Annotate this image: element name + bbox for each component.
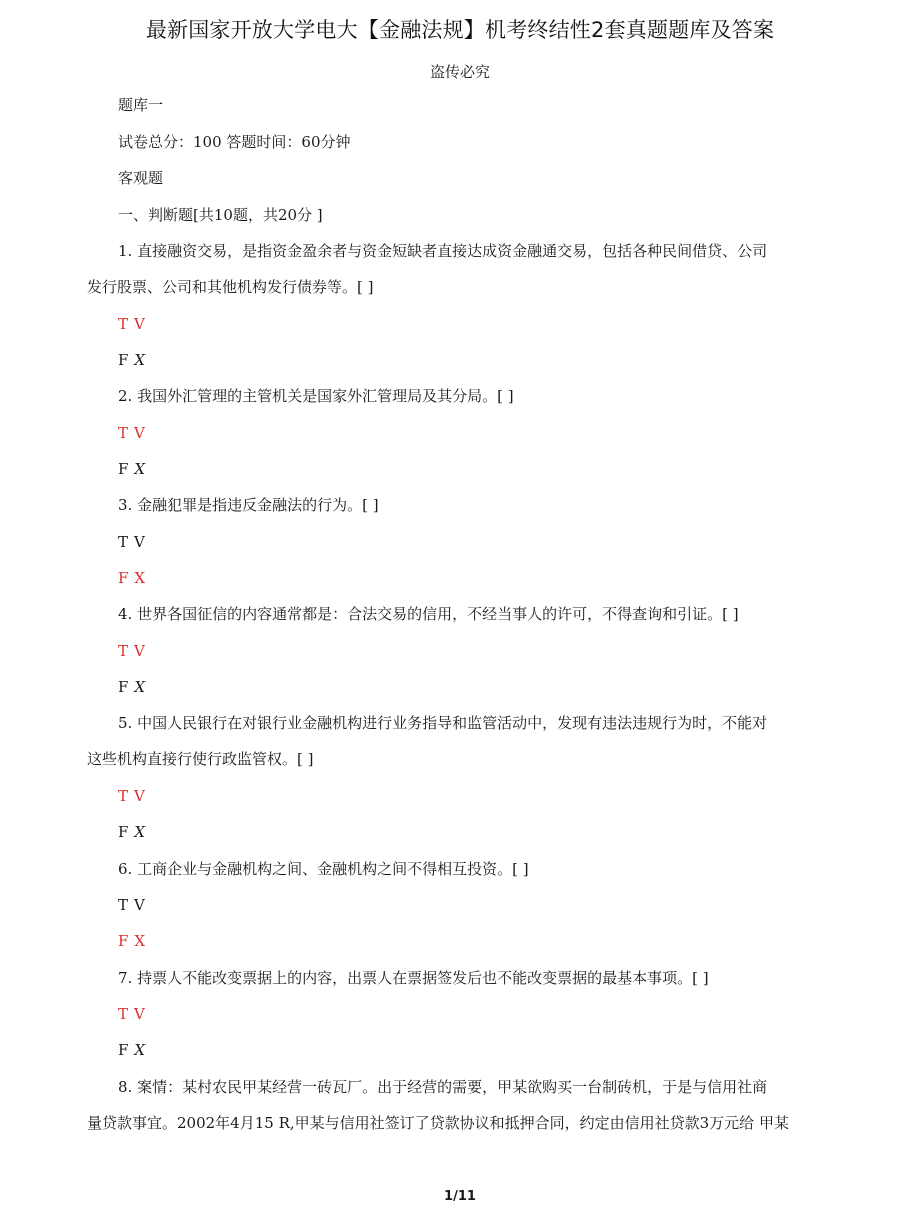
check-mark: V bbox=[134, 424, 145, 442]
option-letter: F bbox=[118, 569, 129, 587]
cross-mark: X bbox=[134, 569, 146, 587]
option-letter: F bbox=[118, 1041, 129, 1059]
cross-mark: X bbox=[134, 460, 146, 478]
option-false bbox=[118, 459, 145, 479]
question-2-line-1: 2. 我国外汇管理的主管机关是国家外汇管理局及其分局。[ ] bbox=[118, 387, 514, 405]
question-1-line-2: 发行股票、公司和其他机构发行债券等。[ ] bbox=[87, 278, 374, 296]
page-number: 1/11 bbox=[444, 1189, 476, 1204]
option-false bbox=[118, 568, 145, 588]
cross-mark: X bbox=[134, 351, 146, 369]
question-7-line-1: 7. 持票人不能改变票据上的内容，出票人在票据签发后也不能改变票据的最基本事项。[ ] bbox=[118, 969, 709, 987]
option-false bbox=[118, 1040, 145, 1060]
option-letter: T bbox=[118, 787, 129, 805]
option-false bbox=[118, 350, 145, 370]
page-subtitle: 盗传必究 bbox=[429, 63, 490, 81]
option-letter: F bbox=[118, 460, 129, 478]
check-mark: V bbox=[134, 533, 145, 551]
option-letter: F bbox=[118, 351, 129, 369]
check-mark: V bbox=[134, 787, 145, 805]
option-true bbox=[118, 314, 145, 334]
category-label: 客观题 bbox=[118, 169, 164, 187]
question-bank-label: 题库一 bbox=[118, 96, 164, 114]
option-letter: T bbox=[118, 896, 129, 914]
check-mark: V bbox=[134, 896, 145, 914]
option-letter: F bbox=[118, 823, 129, 841]
check-mark: V bbox=[134, 642, 145, 660]
option-letter: T bbox=[118, 315, 129, 333]
option-false bbox=[118, 822, 145, 842]
option-letter: T bbox=[118, 533, 129, 551]
option-letter: F bbox=[118, 932, 129, 950]
question-8-line-2: 量贷款事宜。2002年4月15 R,甲某与信用社签订了贷款协议和抵押合同，约定由信用社贷款3万元给 甲某 bbox=[87, 1114, 789, 1132]
question-4-line-1: 4. 世界各国征信的内容通常都是：合法交易的信用，不经当事人的许可，不得查询和引证。[ ] bbox=[118, 605, 739, 623]
question-1-line-1: 1. 直接融资交易，是指资金盈余者与资金短缺者直接达成资金融通交易，包括各种民间借贷、公司 bbox=[118, 242, 768, 260]
section-heading: 一、判断题[共10题，共20分 ] bbox=[118, 206, 323, 224]
check-mark: V bbox=[134, 315, 145, 333]
question-3-line-1: 3. 金融犯罪是指违反金融法的行为。[ ] bbox=[118, 496, 379, 514]
cross-mark: X bbox=[134, 1041, 146, 1059]
question-5-line-2: 这些机构直接行使行政监管权。[ ] bbox=[87, 750, 314, 768]
option-letter: T bbox=[118, 642, 129, 660]
option-true bbox=[118, 1004, 145, 1024]
option-letter: T bbox=[118, 424, 129, 442]
cross-mark: X bbox=[134, 932, 146, 950]
option-true bbox=[118, 641, 145, 661]
option-true bbox=[118, 423, 145, 443]
question-6-line-1: 6. 工商企业与金融机构之间、金融机构之间不得相互投资。[ ] bbox=[118, 860, 529, 878]
option-true bbox=[118, 786, 145, 806]
option-letter: T bbox=[118, 1005, 129, 1023]
page-title: 最新国家开放大学电大【金融法规】机考终结性2套真题题库及答案 bbox=[145, 18, 775, 42]
cross-mark: X bbox=[134, 678, 146, 696]
option-false bbox=[118, 931, 145, 951]
check-mark: V bbox=[134, 1005, 145, 1023]
question-5-line-1: 5. 中国人民银行在对银行业金融机构进行业务指导和监管活动中，发现有违法违规行为时，不能对 bbox=[118, 714, 768, 732]
question-8-line-1: 8. 案情：某村农民甲某经营一砖瓦厂。出于经营的需要，甲某欲购买一台制砖机，于是与信用社商 bbox=[118, 1078, 768, 1096]
option-letter: F bbox=[118, 678, 129, 696]
exam-meta: 试卷总分：100 答题时间：60分钟 bbox=[118, 133, 351, 151]
option-true bbox=[118, 532, 145, 552]
cross-mark: X bbox=[134, 823, 146, 841]
option-true bbox=[118, 895, 145, 915]
option-false bbox=[118, 677, 145, 697]
